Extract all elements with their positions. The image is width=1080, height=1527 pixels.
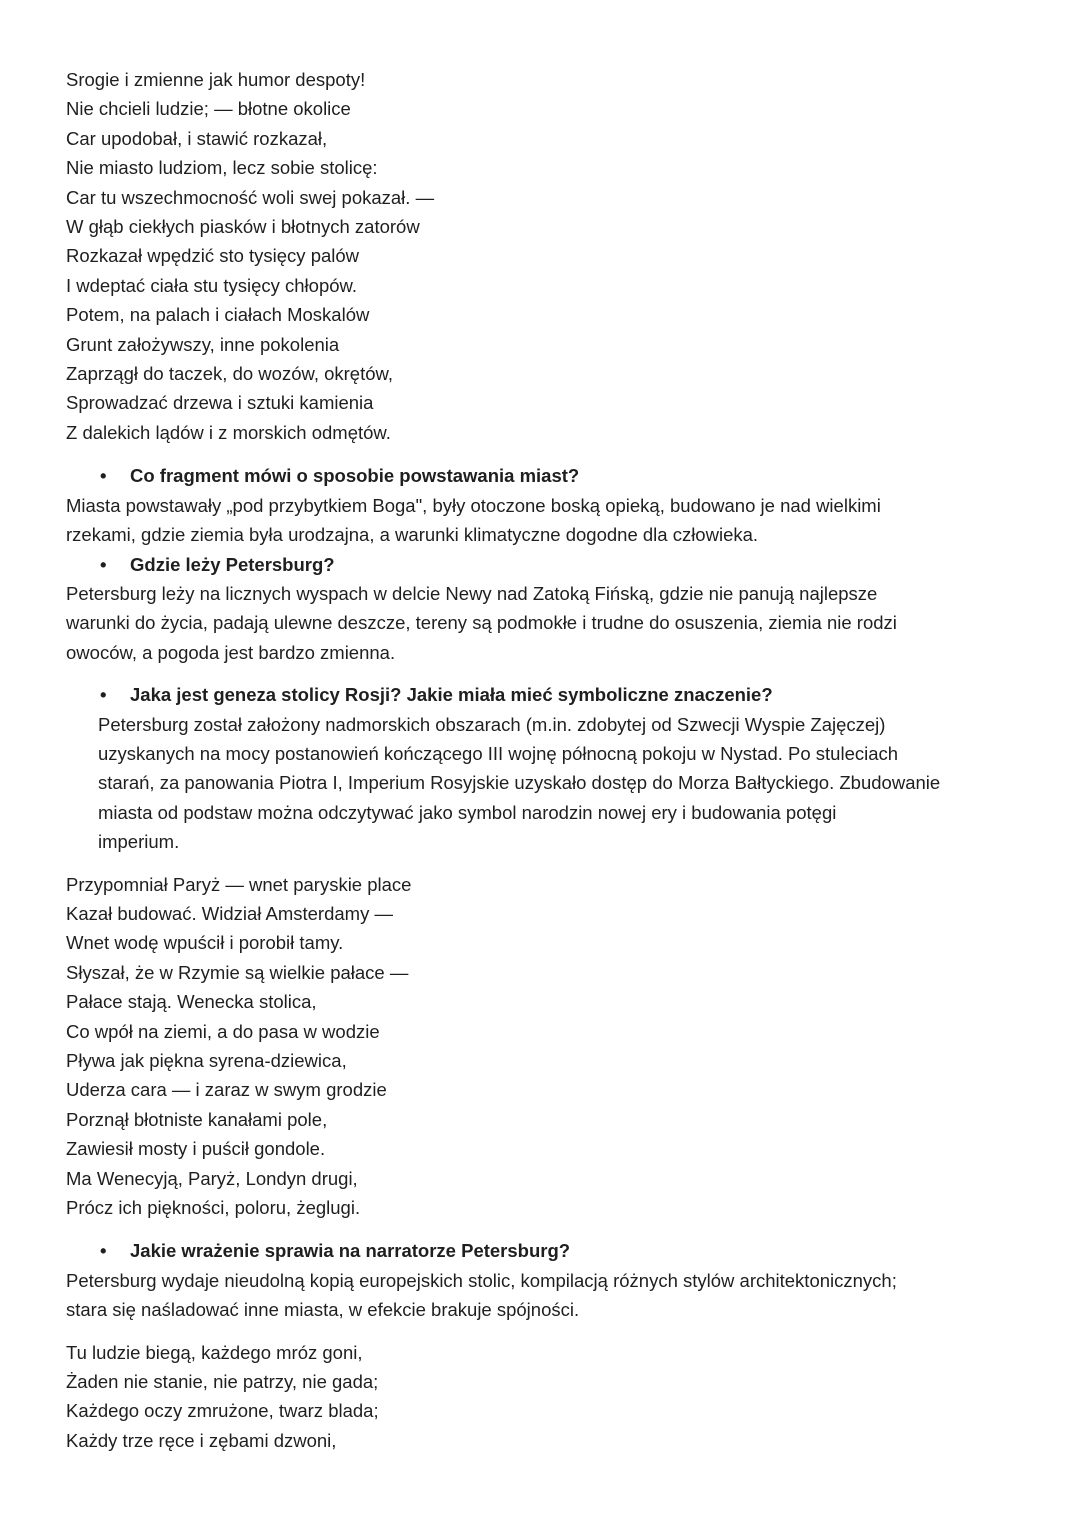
- poem-line: Grunt założywszy, inne pokolenia: [66, 333, 340, 355]
- question-4: [66, 1236, 1026, 1265]
- question-2: [66, 550, 1026, 579]
- answer-line: rzekami, gdzie ziemia była urodzajna, a warunki klimatyczne dogodne dla człowieka.: [66, 524, 759, 546]
- poem-fragment-2: [66, 870, 1026, 1223]
- answer-line: warunki do życia, padają ulewne deszcze, tereny są podmokłe i trudne do osuszenia, ziemia nie rodzi: [66, 612, 897, 634]
- answer-line: owoców, a pogoda jest bardzo zmienna.: [66, 641, 396, 663]
- answer-4: [66, 1266, 1026, 1325]
- poem-line: Uderza cara — i zaraz w swym grodzie: [66, 1079, 387, 1101]
- question-1-text: Co fragment mówi o sposobie powstawania miast?: [130, 465, 580, 487]
- poem-line: Słyszał, że w Rzymie są wielkie pałace —: [66, 961, 409, 983]
- document-page: [66, 65, 1026, 1455]
- poem-line: Porznął błotniste kanałami pole,: [66, 1108, 328, 1130]
- poem-line: Tu ludzie biegą, każdego mróz goni,: [66, 1341, 363, 1363]
- spacer: [66, 667, 1026, 680]
- spacer: [66, 857, 1026, 870]
- poem-line: W głąb ciekłych piasków i błotnych zatorów: [66, 216, 420, 238]
- poem-line: Srogie i zmienne jak humor despoty!: [66, 69, 366, 90]
- answer-2: [66, 579, 1026, 667]
- bullet-icon: •: [100, 684, 107, 706]
- poem-line: Nie chcieli ludzie; — błotne okolice: [66, 98, 351, 120]
- answer-line: Petersburg leży na licznych wyspach w delcie Newy nad Zatoką Fińską, gdzie nie panują najlepsze: [66, 582, 878, 604]
- poem-line: Wnet wodę wpuścił i porobił tamy.: [66, 932, 344, 954]
- poem-line: Z dalekich lądów i z morskich odmętów.: [66, 421, 391, 443]
- poem-line: Nie miasto ludziom, lecz sobie stolicę:: [66, 157, 378, 179]
- poem-line: Co wpół na ziemi, a do pasa w wodzie: [66, 1020, 380, 1042]
- spacer: [66, 1325, 1026, 1338]
- poem-line: Każdy trze ręce i zębami dzwoni,: [66, 1429, 337, 1451]
- question-3: [66, 680, 1026, 709]
- answer-line: starań, za panowania Piotra I, Imperium Rosyjskie uzyskało dostęp do Morza Bałtyckiego. Zbudowanie: [98, 772, 941, 794]
- poem-line: Kazał budować. Widział Amsterdamy —: [66, 902, 393, 924]
- bullet-icon: •: [100, 1240, 107, 1262]
- question-1: [66, 461, 1026, 490]
- answer-line: Petersburg wydaje nieudolną kopią europejskich stolic, kompilacją różnych stylów architektonicznych;: [66, 1269, 897, 1291]
- poem-line: Żaden nie stanie, nie patrzy, nie gada;: [66, 1371, 379, 1393]
- answer-line: stara się naśladować inne miasta, w efekcie brakuje spójności.: [66, 1299, 580, 1321]
- poem-line: Przypomniał Paryż — wnet paryskie place: [66, 873, 412, 895]
- poem-line: Pałace stają. Wenecka stolica,: [66, 991, 317, 1013]
- answer-line: imperium.: [98, 831, 180, 853]
- answer-line: Petersburg został założony nadmorskich obszarach (m.in. zdobytej od Szwecji Wyspie Zajęczej): [98, 713, 886, 735]
- poem-line: Każdego oczy zmrużone, twarz blada;: [66, 1400, 379, 1422]
- poem-line: Car upodobał, i stawić rozkazał,: [66, 127, 328, 149]
- answer-line: Miasta powstawały „pod przybytkiem Boga", były otoczone boską opieką, budowano je nad wielkimi: [66, 494, 881, 516]
- poem-line: Ma Wenecyją, Paryż, Londyn drugi,: [66, 1167, 358, 1189]
- poem-line: I wdeptać ciała stu tysięcy chłopów.: [66, 274, 358, 296]
- poem-line: Rozkazał wpędzić sto tysięcy palów: [66, 245, 360, 267]
- poem-fragment-1: [66, 65, 1026, 447]
- answer-line: uzyskanych na mocy postanowień kończącego III wojnę północną pokoju w Nystad. Po stuleciach: [98, 742, 899, 764]
- bullet-icon: •: [100, 553, 107, 575]
- poem-line: Potem, na palach i ciałach Moskalów: [66, 304, 370, 326]
- poem-line: Sprowadzać drzewa i sztuki kamienia: [66, 392, 374, 414]
- poem-line: Pływa jak piękna syrena-dziewica,: [66, 1050, 347, 1071]
- poem-fragment-3: [66, 1338, 1026, 1456]
- poem-line: Car tu wszechmocność woli swej pokazał. —: [66, 186, 435, 208]
- poem-line: Zawiesił mosty i puścił gondole.: [66, 1138, 326, 1160]
- bullet-icon: •: [100, 465, 107, 487]
- answer-3: [98, 710, 1026, 857]
- poem-line: Prócz ich piękności, poloru, żeglugi.: [66, 1197, 361, 1219]
- answer-1: [66, 491, 1026, 550]
- question-3-text: Jaka jest geneza stolicy Rosji? Jakie miała mieć symboliczne znaczenie?: [130, 684, 773, 706]
- poem-line: Zaprzągł do taczek, do wozów, okrętów,: [66, 363, 394, 385]
- question-2-text: Gdzie leży Petersburg?: [130, 553, 335, 575]
- answer-line: miasta od podstaw można odczytywać jako symbol narodzin nowej ery i budowania potęgi: [98, 801, 837, 823]
- question-4-text: Jakie wrażenie sprawia na narratorze Petersburg?: [130, 1240, 571, 1262]
